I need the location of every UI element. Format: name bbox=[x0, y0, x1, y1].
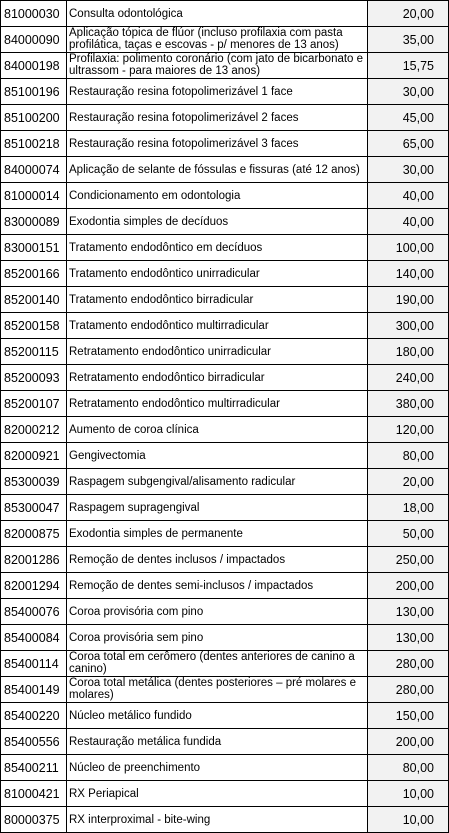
table-row bbox=[1, 677, 449, 703]
table-row bbox=[1, 651, 449, 677]
procedure-price-cell: 15,75 bbox=[368, 53, 449, 79]
table-row bbox=[1, 157, 449, 183]
procedure-code-cell: 85100196 bbox=[1, 79, 67, 105]
procedure-description-cell: Tratamento endodôntico multirradicular bbox=[67, 313, 368, 339]
procedure-code-cell: 85400211 bbox=[1, 755, 67, 781]
table-row bbox=[1, 105, 449, 131]
table-row bbox=[1, 625, 449, 651]
table-row bbox=[1, 703, 449, 729]
table-row bbox=[1, 261, 449, 287]
procedure-description-cell: Retratamento endodôntico unirradicular bbox=[67, 339, 368, 365]
table-row bbox=[1, 391, 449, 417]
procedure-description-text: Profilaxia: polimento coronário (com jato de bicarbonato e ultrassom - para maiores de 13 anos) bbox=[69, 53, 364, 77]
procedure-code-cell: 83000089 bbox=[1, 209, 67, 235]
procedure-price-cell: 200,00 bbox=[368, 729, 449, 755]
procedure-description-cell: Coroa provisória com pino bbox=[67, 599, 368, 625]
procedure-price-cell: 120,00 bbox=[368, 417, 449, 443]
procedure-description-cell: Núcleo metálico fundido bbox=[67, 703, 368, 729]
procedure-description-cell: Tratamento endodôntico unirradicular bbox=[67, 261, 368, 287]
procedure-code-cell: 85400114 bbox=[1, 651, 67, 677]
procedure-code-cell: 82000212 bbox=[1, 417, 67, 443]
procedure-code-cell: 81000030 bbox=[1, 1, 67, 27]
table-row bbox=[1, 469, 449, 495]
table-row bbox=[1, 547, 449, 573]
procedure-price-cell: 80,00 bbox=[368, 443, 449, 469]
procedure-description-cell: RX Periapical bbox=[67, 781, 368, 807]
procedure-price-cell: 180,00 bbox=[368, 339, 449, 365]
procedure-description-cell: Remoção de dentes inclusos / impactados bbox=[67, 547, 368, 573]
procedure-description-cell: Restauração resina fotopolimerizável 3 faces bbox=[67, 131, 368, 157]
procedure-description-cell: RX interproximal - bite-wing bbox=[67, 807, 368, 833]
procedure-price-cell: 20,00 bbox=[368, 1, 449, 27]
procedure-description-cell: Gengivectomia bbox=[67, 443, 368, 469]
procedure-description-cell: Raspagem supragengival bbox=[67, 495, 368, 521]
procedure-price-cell: 130,00 bbox=[368, 625, 449, 651]
procedure-price-cell: 280,00 bbox=[368, 651, 449, 677]
procedure-price-cell: 250,00 bbox=[368, 547, 449, 573]
procedure-description-cell: Tratamento endodôntico birradicular bbox=[67, 287, 368, 313]
procedure-code-cell: 81000421 bbox=[1, 781, 67, 807]
procedure-code-cell: 85100218 bbox=[1, 131, 67, 157]
procedure-description-cell bbox=[67, 651, 368, 677]
procedure-code-cell: 85300047 bbox=[1, 495, 67, 521]
procedure-code-cell: 85200115 bbox=[1, 339, 67, 365]
procedure-description-text: Coroa total metálica (dentes posteriores – pré molares e molares) bbox=[69, 677, 357, 701]
table-body bbox=[1, 1, 449, 833]
procedure-description-cell: Retratamento endodôntico birradicular bbox=[67, 365, 368, 391]
procedure-description-cell: Remoção de dentes semi-inclusos / impactados bbox=[67, 573, 368, 599]
procedure-price-cell: 10,00 bbox=[368, 807, 449, 833]
procedure-description-cell: Condicionamento em odontologia bbox=[67, 183, 368, 209]
procedure-description-cell bbox=[67, 53, 368, 79]
procedure-description-cell: Exodontia simples de decíduos bbox=[67, 209, 368, 235]
procedure-price-cell: 40,00 bbox=[368, 183, 449, 209]
procedure-price-cell: 130,00 bbox=[368, 599, 449, 625]
procedure-description-cell: Exodontia simples de permanente bbox=[67, 521, 368, 547]
procedure-description-cell: Restauração resina fotopolimerizável 1 face bbox=[67, 79, 368, 105]
procedure-code-cell: 82000921 bbox=[1, 443, 67, 469]
procedure-price-cell: 200,00 bbox=[368, 573, 449, 599]
table-row bbox=[1, 755, 449, 781]
procedure-price-cell: 35,00 bbox=[368, 27, 449, 53]
procedure-price-cell: 20,00 bbox=[368, 469, 449, 495]
table-row bbox=[1, 339, 449, 365]
procedure-description-cell: Retratamento endodôntico multirradicular bbox=[67, 391, 368, 417]
procedure-code-cell: 85300039 bbox=[1, 469, 67, 495]
procedure-price-cell: 18,00 bbox=[368, 495, 449, 521]
table-row bbox=[1, 521, 449, 547]
procedure-price-cell: 40,00 bbox=[368, 209, 449, 235]
table-row bbox=[1, 443, 449, 469]
procedure-description-cell: Aplicação de selante de fóssulas e fissuras (até 12 anos) bbox=[67, 157, 368, 183]
procedure-code-cell: 80000375 bbox=[1, 807, 67, 833]
procedure-description-cell: Restauração resina fotopolimerizável 2 faces bbox=[67, 105, 368, 131]
table-row bbox=[1, 599, 449, 625]
table-row bbox=[1, 209, 449, 235]
table-row bbox=[1, 495, 449, 521]
table-row bbox=[1, 27, 449, 53]
procedure-code-cell: 85400149 bbox=[1, 677, 67, 703]
table-row bbox=[1, 287, 449, 313]
procedure-price-cell: 240,00 bbox=[368, 365, 449, 391]
procedure-code-cell: 82001294 bbox=[1, 573, 67, 599]
procedure-price-cell: 50,00 bbox=[368, 521, 449, 547]
table-row bbox=[1, 131, 449, 157]
procedure-price-cell: 100,00 bbox=[368, 235, 449, 261]
procedure-description-text: Coroa total em cerômero (dentes anteriores de canino a canino) bbox=[69, 651, 355, 675]
procedure-description-cell: Raspagem subgengival/alisamento radicular bbox=[67, 469, 368, 495]
procedure-description-cell: Coroa provisória sem pino bbox=[67, 625, 368, 651]
procedure-description-cell: Restauração metálica fundida bbox=[67, 729, 368, 755]
procedure-description-cell bbox=[67, 677, 368, 703]
table-row bbox=[1, 235, 449, 261]
procedure-code-cell: 85400556 bbox=[1, 729, 67, 755]
table-row bbox=[1, 365, 449, 391]
procedure-code-cell: 84000198 bbox=[1, 53, 67, 79]
procedure-code-cell: 84000074 bbox=[1, 157, 67, 183]
procedure-description-cell: Tratamento endodôntico em decíduos bbox=[67, 235, 368, 261]
procedure-description-text: Aplicação tópica de flúor (incluso profilaxia com pasta profilática, taças e escovas - p/ menores de 13 anos) bbox=[69, 27, 343, 51]
procedure-code-cell: 85400220 bbox=[1, 703, 67, 729]
table-row bbox=[1, 807, 449, 833]
table-row bbox=[1, 729, 449, 755]
table-row bbox=[1, 313, 449, 339]
procedure-code-cell: 81000014 bbox=[1, 183, 67, 209]
procedure-description-cell: Núcleo de preenchimento bbox=[67, 755, 368, 781]
procedure-code-cell: 82000875 bbox=[1, 521, 67, 547]
procedure-price-cell: 300,00 bbox=[368, 313, 449, 339]
procedure-price-cell: 190,00 bbox=[368, 287, 449, 313]
procedure-code-cell: 85200158 bbox=[1, 313, 67, 339]
table-row bbox=[1, 573, 449, 599]
procedure-price-cell: 30,00 bbox=[368, 157, 449, 183]
procedure-description-cell: Consulta odontológica bbox=[67, 1, 368, 27]
procedure-price-cell: 380,00 bbox=[368, 391, 449, 417]
procedure-code-cell: 85200166 bbox=[1, 261, 67, 287]
table-row bbox=[1, 417, 449, 443]
procedure-code-cell: 82001286 bbox=[1, 547, 67, 573]
procedure-code-cell: 85200093 bbox=[1, 365, 67, 391]
procedure-price-cell: 30,00 bbox=[368, 79, 449, 105]
procedure-code-cell: 85400076 bbox=[1, 599, 67, 625]
procedure-description-cell bbox=[67, 27, 368, 53]
procedure-price-cell: 80,00 bbox=[368, 755, 449, 781]
table-row bbox=[1, 183, 449, 209]
procedure-price-cell: 10,00 bbox=[368, 781, 449, 807]
procedure-price-cell: 45,00 bbox=[368, 105, 449, 131]
procedure-price-cell: 280,00 bbox=[368, 677, 449, 703]
table-row bbox=[1, 53, 449, 79]
procedure-code-cell: 85200140 bbox=[1, 287, 67, 313]
procedure-code-cell: 85100200 bbox=[1, 105, 67, 131]
procedure-code-cell: 85400084 bbox=[1, 625, 67, 651]
table-row bbox=[1, 781, 449, 807]
procedure-description-cell: Aumento de coroa clínica bbox=[67, 417, 368, 443]
procedure-code-cell: 83000151 bbox=[1, 235, 67, 261]
table-row bbox=[1, 1, 449, 27]
procedure-price-cell: 150,00 bbox=[368, 703, 449, 729]
procedure-code-cell: 84000090 bbox=[1, 27, 67, 53]
procedure-code-cell: 85200107 bbox=[1, 391, 67, 417]
procedure-price-cell: 140,00 bbox=[368, 261, 449, 287]
table-row bbox=[1, 79, 449, 105]
procedure-price-cell: 65,00 bbox=[368, 131, 449, 157]
